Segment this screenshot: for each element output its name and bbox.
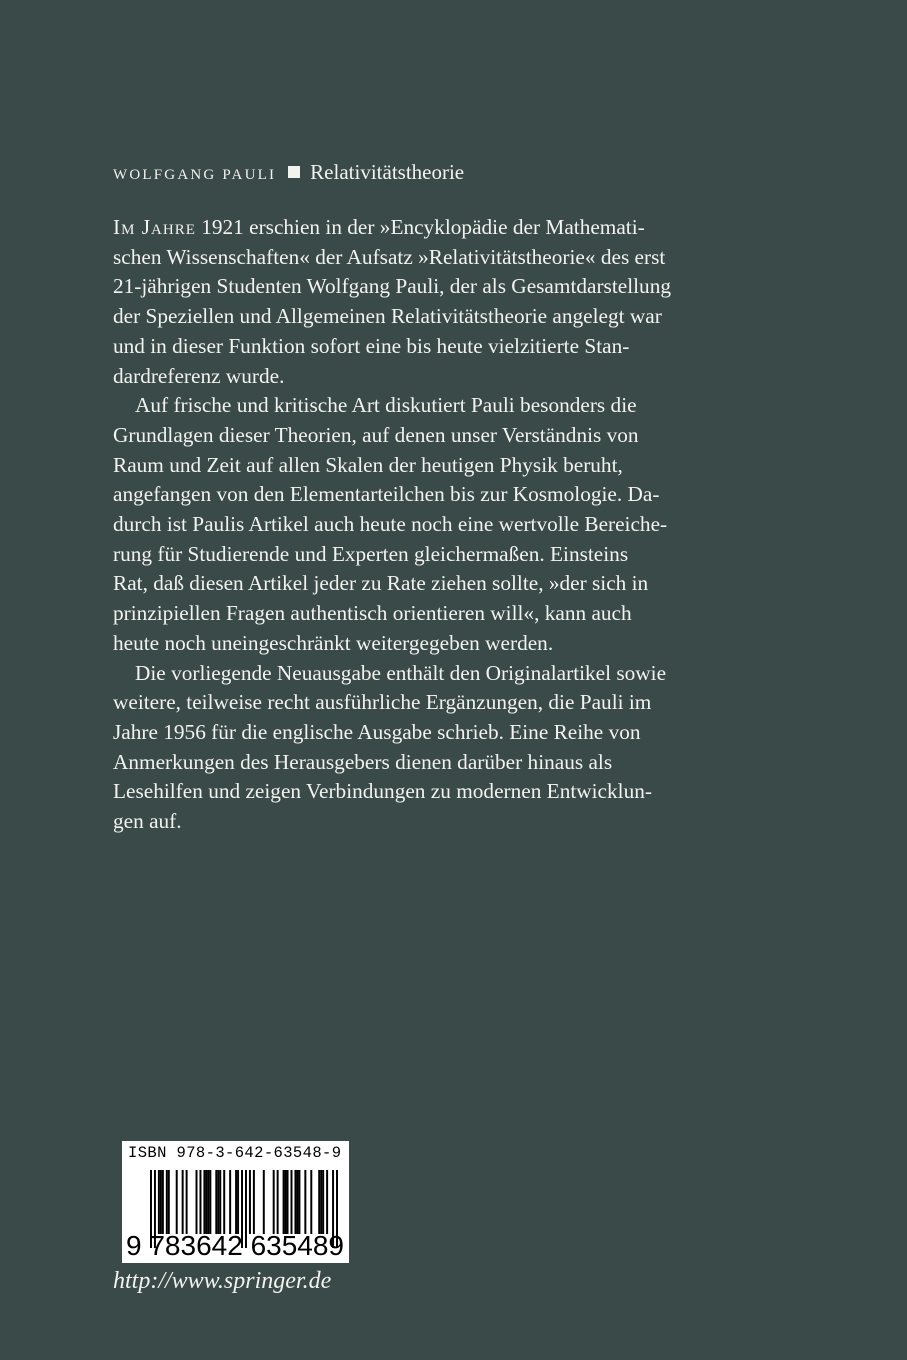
barcode-bar [196,1170,198,1234]
barcode-bar [304,1170,306,1234]
barcode-bar [158,1170,160,1234]
blurb-line: Die vorliegende Neuausgabe enthält den Originalartikel sowie [135,660,667,685]
blurb-line: Lesehilfen und zeigen Verbindungen zu modernen Entwicklun- [113,779,652,804]
barcode-bar [310,1170,312,1234]
blurb-line: und in dieser Funktion sofort eine bis heute vielzitierte Stan- [113,333,630,358]
barcode-bar [223,1170,225,1234]
barcode-bar [291,1170,293,1234]
blurb-line-text: 1921 erschien in der »Encyklopädie der Mathemati- [201,215,645,239]
barcode-bar [186,1170,188,1234]
barcode-bar [203,1170,205,1234]
barcode-bar [229,1170,231,1234]
ean-digits: 9 783642 635489 [126,1230,344,1261]
barcode-bar [209,1170,211,1234]
book-title: Relativitätstheorie [310,160,465,184]
barcode-bar [215,1170,217,1234]
barcode-bar [217,1170,219,1234]
blurb-line: schen Wissenschaften« der Aufsatz »Relativitätstheorie« des erst [113,244,666,269]
cover-header [113,160,464,185]
barcode-bar [287,1170,289,1234]
blurb-line: durch ist Paulis Artikel auch heute noch eine wertvolle Bereiche- [113,512,668,537]
barcode-bar [219,1170,221,1234]
barcode-bar [160,1170,162,1234]
barcode-bar [283,1170,285,1234]
barcode-bar [294,1170,296,1234]
barcode-bar [166,1170,168,1234]
author-name: WOLFGANG PAULI [113,167,277,183]
blurb-line: angefangen von den Elementarteilchen bis zur Kosmologie. Da- [113,482,660,507]
barcode-bar [207,1170,209,1234]
barcode-bar [298,1170,300,1234]
isbn-barcode [122,1141,349,1263]
publisher-url[interactable]: http://www.springer.de [113,1268,332,1294]
barcode-bar [318,1170,320,1234]
blurb-line: gen auf. [113,809,182,834]
barcode-bar [277,1170,279,1234]
barcode-bar [273,1170,275,1234]
blurb-line: weitere, teilweise recht ausführliche Ergänzungen, die Pauli im [113,690,652,715]
barcode-bar [249,1170,251,1234]
square-bullet-icon [288,166,300,178]
blurb-line: dardreferenz wurde. [113,363,285,388]
blurb-line: 21-jährigen Studenten Wolfgang Pauli, der als Gesamtdarstellung [113,274,671,299]
barcode-bar [253,1170,255,1234]
blurb-line: Auf frische und kritische Art diskutiert Pauli besonders die [135,393,637,418]
blurb-line: der Speziellen und Allgemeinen Relativitätstheorie angelegt war [113,304,662,329]
barcode-bar [199,1170,201,1234]
isbn-label: ISBN 978-3-642-63548-9 [128,1144,342,1162]
barcode-bar [162,1170,164,1234]
barcode-bar [176,1170,178,1234]
barcode-bar [168,1170,170,1234]
barcode-bar [296,1170,298,1234]
blurb-line [113,213,813,243]
barcode-bar [205,1170,207,1234]
barcode-bar [322,1170,324,1234]
blurb-line: rung für Studierende und Experten gleichermaßen. Einsteins [113,541,629,566]
blurb-line: Raum und Zeit auf allen Skalen der heutigen Physik beruht, [113,452,623,477]
barcode-bar [326,1170,328,1234]
blurb-line: Jahre 1956 für die englische Ausgabe schrieb. Eine Reihe von [113,719,641,744]
barcode-bar [263,1170,265,1234]
blurb-line: Rat, daß diesen Artikel jeder zu Rate ziehen sollte, »der sich in [113,571,649,596]
barcode-bar [182,1170,184,1234]
blurb [113,213,813,837]
barcode-bar [285,1170,287,1234]
blurb-line: Grundlagen dieser Theorien, auf denen unser Verständnis von [113,422,639,447]
blurb-line: prinzipiellen Fragen authentisch orientieren will«, kann auch [113,601,632,626]
barcode-bar [237,1170,239,1234]
lead-smallcaps: Im Jahre [113,215,196,239]
blurb-line: heute noch uneingeschränkt weitergegeben werden. [113,630,554,655]
barcode-bar [235,1170,237,1234]
barcode-bar [320,1170,322,1234]
blurb-line: Anmerkungen des Herausgebers dienen darüber hinaus als [113,749,613,774]
